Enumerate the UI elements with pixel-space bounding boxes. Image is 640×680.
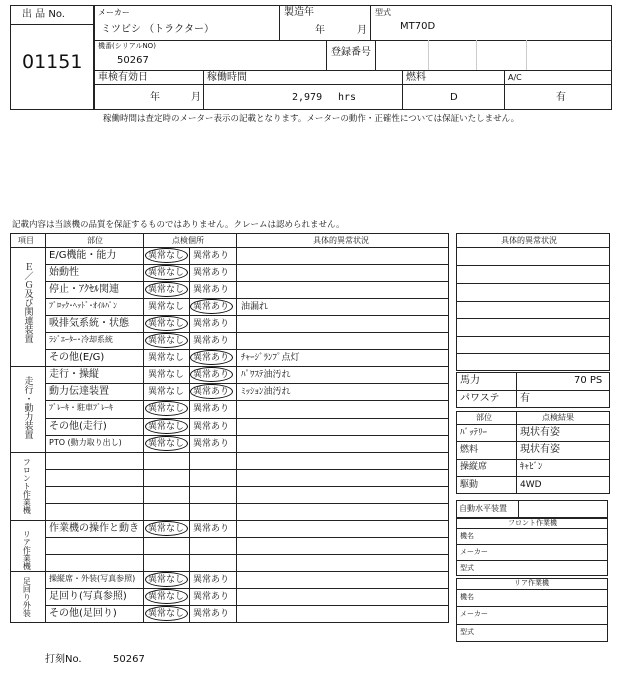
status-circle-mark: [145, 606, 188, 621]
lot-label: 出 品 No.: [22, 9, 65, 20]
ps-label: パワステ: [460, 393, 500, 404]
row-part: 動力伝達装置: [49, 386, 109, 397]
ps-value: 有: [520, 393, 530, 404]
ng-option: 異常あり: [193, 251, 230, 261]
front-maker-label: メーカー: [460, 548, 488, 556]
rear-model-label: 型式: [460, 628, 474, 636]
status-circle-mark: [190, 299, 233, 314]
result-value-drive: 4WD: [520, 480, 542, 490]
row-part: 停止・ｱｸｾﾙ関連: [49, 284, 119, 295]
row-part: 走行・操縦: [49, 369, 99, 380]
front-name-label: 機名: [460, 532, 474, 540]
status-circle-mark: [145, 333, 188, 348]
maker-label: メーカー: [98, 8, 130, 17]
status-circle-mark: [145, 436, 188, 451]
status-circle-mark: [145, 401, 188, 416]
col-part: 部位: [87, 236, 103, 245]
ng-option: 異常あり: [193, 285, 230, 295]
status-circle-mark: [145, 248, 188, 263]
front-model-label: 型式: [460, 564, 474, 572]
row-detail: 油漏れ: [241, 302, 269, 312]
ng-option: 異常あり: [193, 575, 230, 585]
inspect-year: 年: [150, 92, 160, 103]
maker-value: ミツビシ （トラクター）: [101, 24, 214, 35]
ng-option: 異常あり: [193, 524, 230, 534]
serial-value: 50267: [117, 55, 149, 66]
stamp-value: 50267: [113, 654, 145, 665]
row-part: その他(E/G): [49, 352, 105, 363]
ok-option: 異常なし: [148, 319, 185, 329]
ng-option: 異常あり: [193, 387, 230, 397]
part-header: 部位: [476, 413, 492, 422]
row-part: 作業機の操作と動き: [49, 523, 139, 534]
ng-option: 異常あり: [193, 370, 230, 380]
result-part-drive: 駆動: [460, 480, 479, 490]
ok-option: 異常なし: [148, 575, 185, 585]
group-title-front: フロント作業機: [22, 458, 32, 514]
ac-label: A/C: [508, 73, 522, 82]
row-detail: ﾐｯｼｮﾝ油汚れ: [241, 387, 291, 397]
status-circle-mark: [145, 316, 188, 331]
result-part-fuel: 燃料: [460, 445, 479, 455]
col-detail: 具体的異常状況: [313, 236, 369, 245]
ok-option: 異常なし: [148, 609, 185, 619]
status-circle-mark: [190, 350, 233, 365]
ok-option: 異常なし: [148, 353, 185, 363]
row-detail: ﾊﾟﾜｽﾃ油汚れ: [241, 370, 291, 380]
status-circle-mark: [145, 572, 188, 587]
ok-option: 異常なし: [148, 387, 185, 397]
row-part: 始動性: [49, 267, 79, 278]
rear-maker-label: メーカー: [460, 610, 488, 618]
stamp-label: 打刻No.: [45, 654, 82, 665]
ok-option: 異常なし: [148, 268, 185, 278]
result-part-battery: ﾊﾞｯﾃﾘｰ: [460, 428, 488, 438]
serial-label: 機番(シリアルNO): [98, 42, 156, 50]
group-title-engine: Ｅ／Ｇ及び関連装置: [22, 262, 33, 343]
row-part: ﾌﾞﾚｰｷ・駐車ﾌﾞﾚｰｷ: [49, 403, 113, 412]
row-part: 足回り(写真参照): [49, 591, 127, 602]
detail-header: 具体的異常状況: [501, 236, 557, 245]
row-part: 吸排気系統・状態: [49, 318, 129, 329]
result-value-battery: 現状有姿: [520, 427, 560, 438]
rear-header: リア作業機: [514, 579, 549, 587]
ng-option: 異常あり: [193, 592, 230, 602]
row-part: ﾗｼﾞｴｰﾀｰ･冷却系統: [49, 335, 113, 344]
hp-value: 70 PS: [574, 375, 603, 386]
result-header: 点検結果: [542, 413, 574, 422]
row-part: E/G機能・能力: [49, 250, 117, 261]
ng-option: 異常あり: [193, 609, 230, 619]
ok-option: 異常なし: [148, 302, 185, 312]
result-part-cab: 操縦席: [460, 462, 488, 472]
row-part: その他(足回り): [49, 608, 117, 619]
year-unit: 年: [315, 25, 325, 36]
ng-option: 異常あり: [193, 319, 230, 329]
year-label: 製造年: [284, 7, 314, 18]
ok-option: 異常なし: [148, 370, 185, 380]
status-circle-mark: [145, 265, 188, 280]
col-check: 点検個所: [172, 236, 204, 245]
model-value: MT70D: [400, 21, 436, 32]
ok-option: 異常なし: [148, 592, 185, 602]
ng-option: 異常あり: [193, 439, 230, 449]
hp-label: 馬力: [460, 375, 480, 386]
ok-option: 異常なし: [148, 439, 185, 449]
row-part: ﾌﾞﾛｯｸ･ﾍｯﾄﾞ･ｵｲﾙﾊﾟﾝ: [49, 301, 117, 310]
result-value-cab: ｷｬﾋﾞﾝ: [520, 462, 543, 472]
ac-value: 有: [556, 92, 566, 103]
group-title-exterior: 足回り外装: [22, 577, 32, 617]
ng-option: 異常あり: [193, 336, 230, 346]
status-circle-mark: [145, 521, 188, 536]
result-value-fuel: 現状有姿: [520, 444, 560, 455]
row-part: PTO (動力取り出し): [49, 438, 122, 447]
fuel-value: D: [450, 92, 458, 103]
group-title-drive: 走行・動力装置: [22, 376, 33, 439]
hours-unit: hrs: [338, 92, 357, 103]
row-detail: ﾁｬｰｼﾞﾗﾝﾌﾟ点灯: [241, 353, 300, 363]
ok-option: 異常なし: [148, 404, 185, 414]
ng-option: 異常あり: [193, 353, 230, 363]
detail-box: [456, 233, 610, 371]
row-part: その他(走行): [49, 421, 107, 432]
col-item: 項目: [18, 236, 34, 245]
ok-option: 異常なし: [148, 524, 185, 534]
status-circle-mark: [190, 367, 233, 382]
ok-option: 異常なし: [148, 251, 185, 261]
ng-option: 異常あり: [193, 268, 230, 278]
model-label: 型式: [375, 8, 391, 17]
ng-option: 異常あり: [193, 422, 230, 432]
ok-option: 異常なし: [148, 285, 185, 295]
inspect-label: 車検有効日: [98, 72, 148, 83]
quality-notice: 記載内容は当該機の品質を保証するものではありません。クレームは認められません。: [12, 220, 345, 230]
hours-value: 2,979: [292, 92, 323, 103]
ok-option: 異常なし: [148, 336, 185, 346]
inspect-month: 月: [191, 92, 201, 103]
hours-notice: 稼働時間は査定時のメーター表示の記載となります。メーターの動作・正確性については保証いたしません。: [103, 114, 520, 124]
rear-name-label: 機名: [460, 593, 474, 601]
month-unit: 月: [357, 25, 367, 36]
group-title-rear: リア作業機: [22, 530, 32, 570]
auto-level-label: 自動水平装置: [459, 504, 507, 513]
hours-label: 稼働時間: [207, 72, 247, 83]
lot-number: 01151: [22, 51, 83, 73]
fuel-label: 燃料: [406, 72, 426, 83]
front-header: フロント作業機: [508, 519, 557, 527]
ng-option: 異常あり: [193, 404, 230, 414]
ok-option: 異常なし: [148, 422, 185, 432]
status-circle-mark: [145, 589, 188, 604]
status-circle-mark: [145, 419, 188, 434]
status-circle-mark: [145, 282, 188, 297]
reg-label: 登録番号: [331, 47, 371, 58]
status-circle-mark: [190, 384, 233, 399]
row-part: 操縦席・外装(写真参照): [49, 574, 136, 583]
ng-option: 異常あり: [193, 302, 230, 312]
